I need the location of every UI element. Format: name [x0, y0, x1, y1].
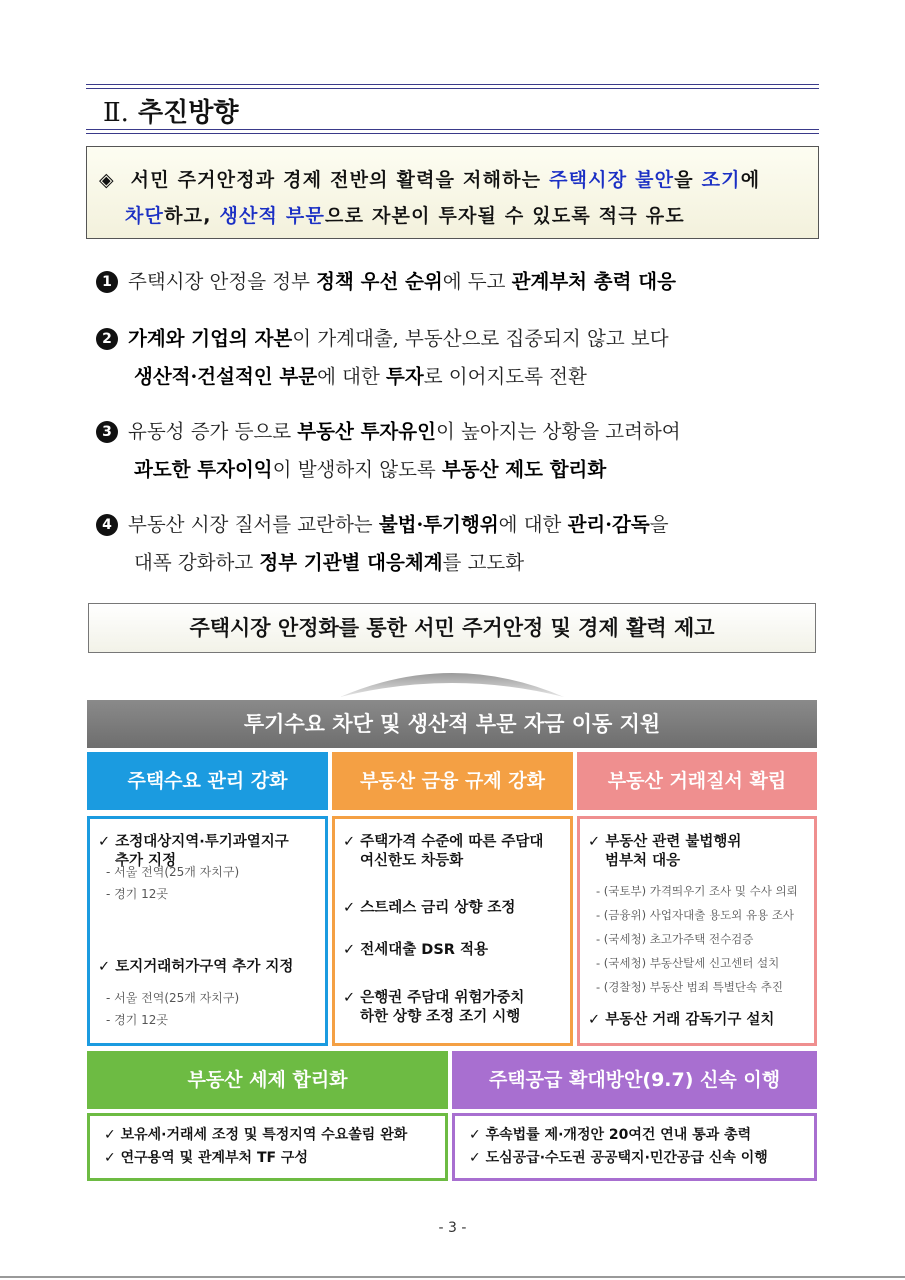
sub-item: - (경찰청) 부동산 범죄 특별단속 추진: [596, 980, 783, 994]
item-text: 에 대한: [317, 365, 387, 388]
check-item: [343, 941, 488, 960]
check-text: 스트레스 금리 상향 조정: [360, 900, 516, 916]
item-emphasis: 불법·투기행위: [378, 513, 499, 536]
page-bottom-rule: [0, 1276, 905, 1278]
item-text: 을: [649, 513, 669, 536]
item-emphasis: 투자: [386, 365, 424, 388]
sub-item: - 경기 12곳: [106, 887, 169, 901]
strategy-banner: 투기수요 차단 및 생산적 부문 자금 이동 지원: [87, 700, 817, 748]
direction-item-4: [96, 509, 669, 574]
section-heading: [103, 92, 238, 129]
check-text: 전세대출 DSR 적용: [360, 942, 488, 958]
item-emphasis: 과도한 투자이익: [134, 458, 273, 481]
goal-box: 주택시장 안정화를 통한 서민 주거안정 및 경제 활력 제고: [88, 603, 816, 653]
page-number: - 3 -: [438, 1220, 467, 1236]
summary-segment: 을: [674, 169, 702, 191]
check-icon: ✓: [469, 1150, 486, 1166]
item-text: 에 두고: [442, 270, 512, 293]
check-item: [343, 899, 515, 918]
bottom-header-supply: 주택공급 확대방안(9.7) 신속 이행: [452, 1051, 817, 1109]
pillar-panel-finance: [332, 816, 573, 1046]
item-text: 에 대한: [498, 513, 568, 536]
pillar-header-finance: 부동산 금융 규제 강화: [332, 752, 573, 810]
check-text: 보유세·거래세 조정 및 특정지역 수요쏠림 완화: [120, 1127, 408, 1143]
check-icon: ✓: [104, 1127, 121, 1143]
sub-item: - 경기 12곳: [106, 1013, 169, 1027]
check-text: 추가 지정: [115, 853, 177, 869]
check-text: 부동산 관련 불법행위: [605, 834, 742, 850]
check-icon: ✓: [343, 942, 361, 958]
direction-item-3: [96, 416, 681, 481]
circled-number-icon: 2: [96, 328, 118, 350]
pillar-header-demand: 주택수요 관리 강화: [87, 752, 328, 810]
direction-item-1: [96, 266, 676, 294]
check-text: 주택가격 수준에 따른 주담대: [360, 834, 544, 850]
circled-number-icon: 4: [96, 514, 118, 536]
check-item: [469, 1126, 751, 1145]
sub-item: - 서울 전역(25개 자치구): [106, 991, 240, 1005]
summary-segment: 서민 주거안정과 경제 전반의 활력을 저해하는: [130, 169, 550, 191]
item-text: 로 이어지도록 전환: [423, 365, 587, 388]
check-icon: ✓: [104, 1150, 121, 1166]
summary-segment: 에: [740, 169, 761, 191]
check-icon: ✓: [98, 959, 116, 975]
check-text: 조정대상지역·투기과열지구: [115, 834, 289, 850]
check-icon: ✓: [343, 900, 361, 916]
item-text: 부동산 시장 질서를 교란하는: [128, 513, 379, 536]
summary-line-1: [99, 165, 760, 192]
item-emphasis: 정부 기관별 대응체계: [259, 551, 443, 574]
check-text: 연구용역 및 관계부처 TF 구성: [120, 1150, 308, 1166]
check-text: 범부처 대응: [605, 853, 681, 869]
summary-segment: 하고,: [164, 205, 220, 227]
summary-segment: 으로 자본이 투자될 수 있도록 적극 유도: [325, 205, 685, 227]
up-arrow-icon: [340, 655, 564, 697]
diamond-bullet-icon: ◈: [99, 169, 115, 191]
summary-segment: 차단: [125, 205, 165, 227]
item-text: 이 높아지는 상황을 고려하여: [435, 420, 681, 443]
item-emphasis: 가계와 기업의 자본: [128, 327, 293, 350]
item-emphasis: 부동산 투자유인: [297, 420, 436, 443]
item-continuation-line: [134, 547, 524, 575]
heading-bottom-rule: [86, 129, 819, 134]
check-item: [98, 958, 293, 977]
heading-top-rule: [86, 84, 819, 89]
sub-item: - 서울 전역(25개 자치구): [106, 865, 240, 879]
check-text: 부동산 거래 감독기구 설치: [605, 1012, 775, 1028]
summary-box: [86, 146, 819, 239]
direction-item-2: [96, 323, 669, 388]
item-emphasis: 관리·감독: [567, 513, 650, 536]
pillar-panel-demand: [87, 816, 328, 1046]
check-icon: ✓: [588, 834, 606, 850]
item-emphasis: 관계부처 총력 대응: [511, 270, 676, 293]
summary-segment: 주택시장 불안: [549, 169, 675, 191]
check-item: [588, 1011, 774, 1030]
item-emphasis: 정책 우선 순위: [316, 270, 443, 293]
sub-item: - (금융위) 사업자대출 용도외 유용 조사: [596, 908, 795, 922]
check-text: 도심공급·수도권 공공택지·민간공급 신속 이행: [485, 1150, 768, 1166]
item-continuation-line: [134, 361, 587, 389]
check-icon: ✓: [469, 1127, 486, 1143]
check-text: 여신한도 차등화: [360, 853, 464, 869]
check-text: 후속법률 제·개정안 20여건 연내 통과 총력: [485, 1127, 752, 1143]
check-icon: ✓: [98, 834, 116, 850]
check-item: [104, 1149, 308, 1168]
bottom-panel-supply: [452, 1113, 817, 1181]
summary-line-2: [125, 201, 685, 228]
sub-item: - (국토부) 가격띄우기 조사 및 수사 의뢰: [596, 884, 798, 898]
check-icon: ✓: [343, 990, 361, 1006]
sub-item: - (국세청) 부동산탈세 신고센터 설치: [596, 956, 780, 970]
summary-segment: 생산적 부문: [219, 205, 326, 227]
check-item: [469, 1149, 768, 1168]
circled-number-icon: 1: [96, 271, 118, 293]
summary-text-1: [131, 169, 761, 191]
summary-text-2: [125, 205, 685, 227]
check-icon: ✓: [588, 1012, 606, 1028]
circled-number-icon: 3: [96, 421, 118, 443]
check-text: 은행권 주담대 위험가중치: [360, 990, 525, 1006]
check-item: [343, 989, 524, 1027]
item-continuation-line: [134, 454, 606, 482]
item-emphasis: 부동산 제도 합리화: [441, 458, 607, 481]
pillar-header-order: 부동산 거래질서 확립: [577, 752, 817, 810]
check-icon: ✓: [343, 834, 361, 850]
check-text: 토지거래허가구역 추가 지정: [115, 959, 294, 975]
bottom-header-tax: 부동산 세제 합리화: [87, 1051, 448, 1109]
item-text: 주택시장 안정을 정부: [128, 270, 317, 293]
summary-segment: 조기: [701, 169, 741, 191]
check-text: 하한 상향 조정 조기 시행: [360, 1009, 521, 1025]
bottom-panel-tax: [87, 1113, 448, 1181]
item-text: 이 가계대출, 부동산으로 집중되지 않고 보다: [292, 327, 669, 350]
item-text: 를 고도화: [442, 551, 525, 574]
section-title: 추진방향: [138, 98, 239, 128]
sub-item: - (국세청) 초고가주택 전수검증: [596, 932, 754, 946]
check-item: [343, 833, 543, 871]
section-number: Ⅱ.: [103, 98, 129, 128]
item-text: 대폭 강화하고: [134, 551, 260, 574]
item-text: 이 발생하지 않도록: [272, 458, 442, 481]
check-item: [104, 1126, 407, 1145]
item-emphasis: 생산적·건설적인 부문: [134, 365, 318, 388]
item-text: 유동성 증가 등으로: [128, 420, 298, 443]
pillar-panel-order: [577, 816, 817, 1046]
check-item: [588, 833, 741, 871]
